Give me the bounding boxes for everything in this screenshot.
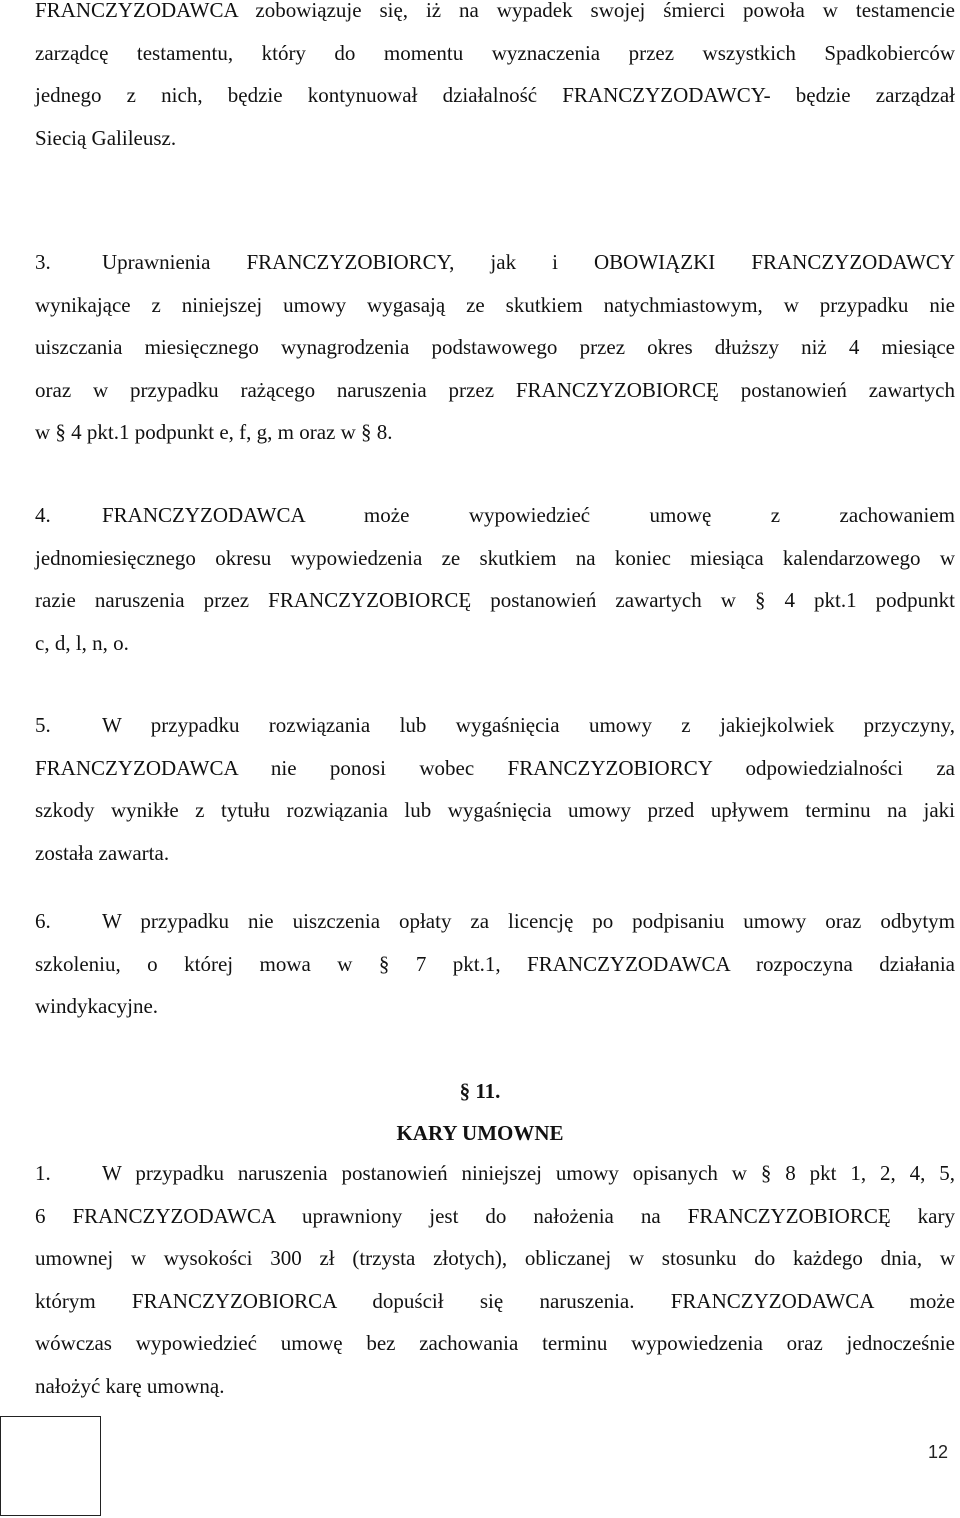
item-5 <box>35 704 955 874</box>
item-3 <box>35 241 955 454</box>
paragraph-line: wówczas wypowiedzieć umowę bez zachowania terminu wypowiedzenia oraz jednocześnie <box>35 1331 955 1355</box>
paragraph-line: zarządcę testamentu, który do momentu wyznaczenia przez wszystkich Spadkobierców <box>35 40 955 65</box>
section-item-1 <box>35 1152 955 1407</box>
paragraph-line: wynikające z niniejszej umowy wygasają ze skutkiem natychmiastowym, w przypadku nie <box>35 292 955 317</box>
item-number: 6. <box>35 909 51 933</box>
item-6 <box>35 900 955 1028</box>
item-4 <box>35 494 955 664</box>
intro-paragraph <box>35 0 955 159</box>
item-number: 1. <box>35 1161 51 1185</box>
section-number: § 11. <box>459 1079 501 1103</box>
paragraph-line: uiszczania miesięcznego wynagrodzenia podstawowego przez okres dłuższy niż 4 miesiące <box>35 335 955 359</box>
paragraph-line: W przypadku rozwiązania lub wygaśnięcia umowy z jakiejkolwiek przyczyny, <box>102 713 955 737</box>
item-number: 5. <box>35 713 51 737</box>
paragraph-line: 6 FRANCZYZODAWCA uprawniony jest do nałożenia na FRANCZYZOBIORCĘ kary <box>35 1203 955 1228</box>
section-title: KARY UMOWNE <box>396 1121 564 1145</box>
paragraph-line: c, d, l, n, o. <box>35 630 129 655</box>
paragraph-line: FRANCZYZODAWCA zobowiązuje się, iż na wypadek swojej śmierci powoła w testamencie <box>35 0 955 22</box>
item-number: 3. <box>35 250 51 274</box>
paragraph-line: windykacyjne. <box>35 994 159 1018</box>
paragraph-line: W przypadku naruszenia postanowień niniejszej umowy opisanych w § 8 pkt 1, 2, 4, 5, <box>102 1161 955 1185</box>
paragraph-line: razie naruszenia przez FRANCZYZOBIORCĘ postanowień zawartych w § 4 pkt.1 podpunkt <box>35 588 955 612</box>
paragraph-line: umownej w wysokości 300 zł (trzysta złotych), obliczanej w stosunku do każdego dnia, w <box>35 1246 955 1270</box>
paragraph-line: FRANCZYZODAWCA może wypowiedzieć umowę z zachowaniem <box>102 503 955 527</box>
paragraph-line: Uprawnienia FRANCZYZOBIORCY, jak i OBOWIĄZKI FRANCZYZODAWCY <box>102 250 955 274</box>
paragraph-line: nałożyć karę umowną. <box>35 1373 225 1398</box>
item-number: 4. <box>35 503 51 527</box>
paragraph-line: oraz w przypadku rażącego naruszenia przez FRANCZYZOBIORCĘ postanowień zawartych <box>35 377 955 402</box>
corner-box <box>0 1416 101 1516</box>
paragraph-line: Siecią Galileusz. <box>35 125 177 150</box>
page-number: 12 <box>927 1442 948 1462</box>
paragraph-line: którym FRANCZYZOBIORCA dopuścił się naruszenia. FRANCZYZODAWCA może <box>35 1288 955 1313</box>
paragraph-line: szkoleniu, o której mowa w § 7 pkt.1, FRANCZYZODAWCA rozpoczyna działania <box>35 951 955 976</box>
paragraph-line: szkody wynikłe z tytułu rozwiązania lub wygaśnięcia umowy przed upływem terminu na jaki <box>35 798 955 822</box>
paragraph-line: W przypadku nie uiszczenia opłaty za licencję po podpisaniu umowy oraz odbytym <box>102 909 955 933</box>
paragraph-line: jednomiesięcznego okresu wypowiedzenia ze skutkiem na koniec miesiąca kalendarzowego w <box>35 545 955 570</box>
paragraph-line: FRANCZYZODAWCA nie ponosi wobec FRANCZYZOBIORCY odpowiedzialności za <box>35 755 955 780</box>
paragraph-line: jednego z nich, będzie kontynuował działalność FRANCZYZODAWCY- będzie zarządzał <box>35 83 955 107</box>
paragraph-line: została zawarta. <box>35 840 170 865</box>
paragraph-line: w § 4 pkt.1 podpunkt e, f, g, m oraz w § 8. <box>35 420 393 444</box>
